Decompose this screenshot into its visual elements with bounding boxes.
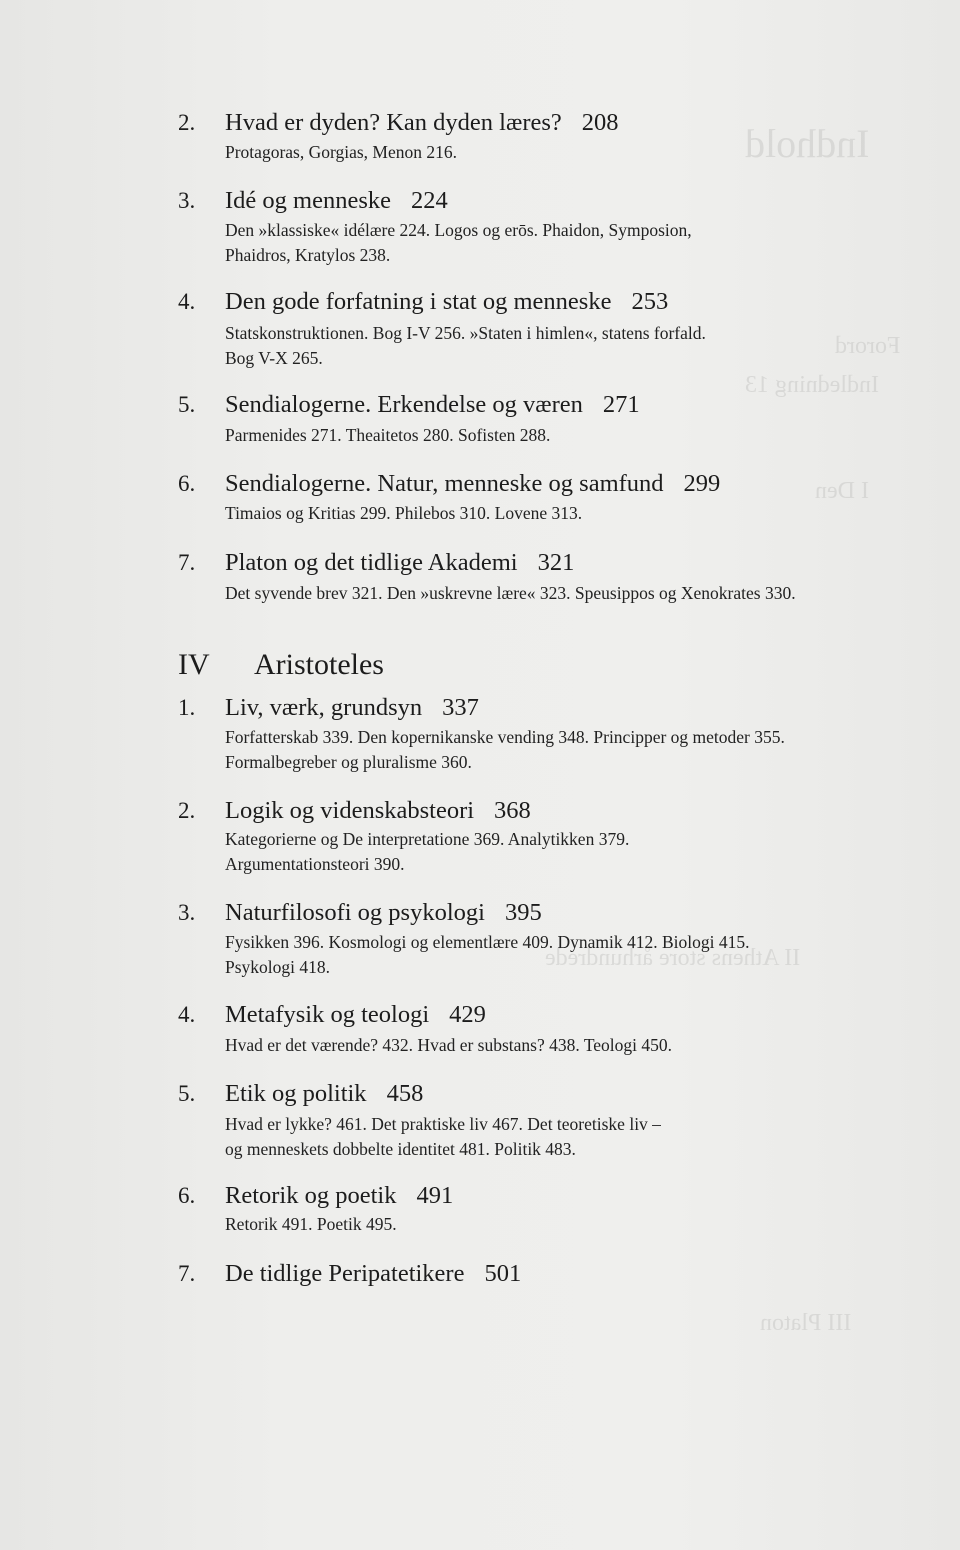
bleedthrough-heading: Indhold — [745, 121, 870, 166]
page-number: 321 — [537, 549, 575, 576]
page-number: 224 — [411, 187, 448, 214]
bleedthrough-line: Indledning 13 — [745, 372, 879, 398]
chapter-number: 2. — [178, 798, 196, 823]
chapter-title — [225, 548, 574, 578]
chapter-subtopics: Den »klassiske« idélære 224. Logos og erōs. Phaidon, Symposion, — [225, 220, 692, 240]
page-number: 429 — [449, 1001, 486, 1028]
chapter-subtopics: og menneskets dobbelte identitet 481. Politik 483. — [225, 1139, 576, 1159]
bleedthrough-line: Forord — [835, 333, 901, 359]
part-title: Aristoteles — [254, 648, 384, 681]
chapter-title-text: Hvad er dyden? Kan dyden læres? — [225, 109, 562, 136]
chapter-number: 5. — [178, 392, 196, 417]
chapter-subtopics: Det syvende brev 321. Den »uskrevne lære« 323. Speusippos og Xenokrates 330. — [225, 583, 796, 603]
page-number: 271 — [602, 391, 640, 418]
chapter-title-text: Logik og videnskabsteori — [225, 797, 475, 824]
chapter-title — [225, 1079, 423, 1109]
chapter-subtopics: Statskonstruktionen. Bog I-V 256. »Staten i himlen«, statens forfald. — [225, 323, 706, 343]
chapter-number: 6. — [178, 471, 196, 496]
chapter-title — [225, 898, 542, 928]
page-number: 337 — [442, 694, 479, 721]
bleedthrough-line: III Platon — [760, 1310, 852, 1336]
bleedthrough-line: I Den — [815, 478, 869, 504]
part-numeral: IV — [178, 648, 210, 681]
chapter-subtopics: Formalbegreber og pluralisme 360. — [225, 752, 472, 772]
page-number: 368 — [494, 797, 531, 824]
chapter-title-text: Retorik og poetik — [225, 1182, 397, 1209]
chapter-subtopics: Forfatterskab 339. Den kopernikanske vending 348. Principper og metoder 355. — [225, 727, 785, 747]
chapter-subtopics: Hvad er lykke? 461. Det praktiske liv 467. Det teoretiske liv – — [225, 1114, 661, 1134]
chapter-title-text: Liv, værk, grundsyn — [225, 694, 423, 721]
page-number: 491 — [416, 1182, 454, 1209]
chapter-number: 7. — [178, 1261, 196, 1286]
chapter-title-text: Naturfilosofi og psykologi — [225, 899, 485, 926]
chapter-title-text: Idé og menneske — [225, 187, 391, 214]
chapter-subtopics: Fysikken 396. Kosmologi og elementlære 409. Dynamik 412. Biologi 415. — [225, 932, 750, 952]
chapter-subtopics: Protagoras, Gorgias, Menon 216. — [225, 142, 458, 162]
chapter-subtopics: Bog V-X 265. — [225, 348, 323, 368]
chapter-subtopics: Parmenides 271. Theaitetos 280. Sofisten 288. — [225, 425, 551, 445]
chapter-title — [225, 186, 448, 216]
chapter-title-text: Metafysik og teologi — [225, 1001, 430, 1028]
part-heading — [178, 647, 384, 683]
chapter-title — [225, 287, 668, 317]
chapter-title — [225, 108, 619, 138]
page-number: 501 — [484, 1260, 522, 1287]
chapter-number: 6. — [178, 1183, 196, 1208]
chapter-number: 4. — [178, 289, 196, 314]
chapter-subtopics: Hvad er det værende? 432. Hvad er substans? 438. Teologi 450. — [225, 1035, 673, 1055]
page-number: 395 — [504, 899, 542, 926]
chapter-title-text: Den gode forfatning i stat og menneske — [225, 288, 612, 315]
page-number: 208 — [581, 109, 619, 136]
chapter-subtopics: Kategorierne og De interpretatione 369. Analytikken 379. — [225, 829, 630, 849]
chapter-number: 1. — [178, 695, 196, 720]
chapter-title — [225, 469, 720, 499]
chapter-title-text: Sendialogerne. Erkendelse og væren — [225, 391, 583, 418]
chapter-title-text: De tidlige Peripatetikere — [225, 1260, 465, 1287]
chapter-title — [225, 693, 479, 723]
chapter-number: 7. — [178, 550, 196, 575]
chapter-number: 2. — [178, 110, 196, 135]
chapter-title — [225, 796, 531, 826]
chapter-subtopics: Argumentationsteori 390. — [225, 854, 405, 874]
chapter-number: 4. — [178, 1002, 196, 1027]
chapter-title — [225, 390, 640, 420]
chapter-number: 3. — [178, 188, 196, 213]
chapter-title — [225, 1181, 453, 1211]
chapter-number: 3. — [178, 900, 196, 925]
bleedthrough-line: II Athens store århundrede — [545, 945, 801, 971]
chapter-title-text: Sendialogerne. Natur, menneske og samfund — [225, 470, 664, 497]
chapter-title-text: Platon og det tidlige Akademi — [225, 549, 518, 576]
chapter-title — [225, 1259, 521, 1289]
chapter-number: 5. — [178, 1081, 196, 1106]
chapter-title-text: Etik og politik — [225, 1080, 367, 1107]
page-number: 253 — [631, 288, 669, 315]
chapter-subtopics: Retorik 491. Poetik 495. — [225, 1214, 397, 1234]
page-number: 299 — [683, 470, 721, 497]
chapter-title — [225, 1000, 486, 1030]
page-number: 458 — [386, 1080, 424, 1107]
chapter-subtopics: Psykologi 418. — [225, 957, 331, 977]
chapter-subtopics: Timaios og Kritias 299. Philebos 310. Lovene 313. — [225, 503, 583, 523]
chapter-subtopics: Phaidros, Kratylos 238. — [225, 245, 391, 265]
